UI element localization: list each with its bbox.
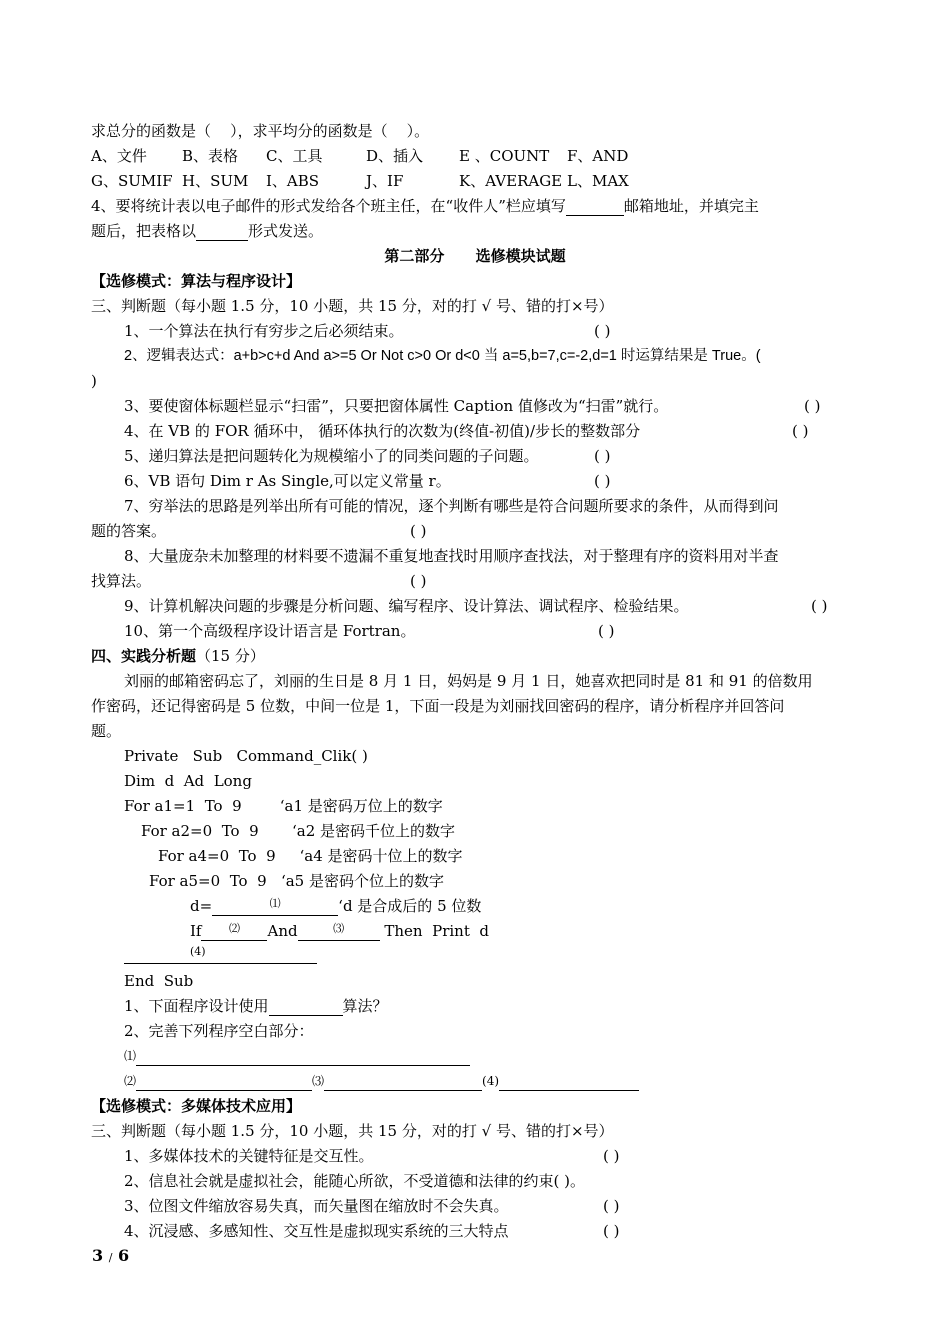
code-line: If ⑵ And ⑶ Then Print d	[190, 922, 489, 940]
answer-paren[interactable]: ( )	[603, 1147, 620, 1165]
judge-item: 6、VB 语句 Dim r As Single,可以定义常量 r。	[124, 472, 451, 490]
practice-text: 刘丽的邮箱密码忘了，刘丽的生日是 8 月 1 日，妈妈是 9 月 1 日，她喜欢把同时是 81 和 91 的倍数用	[124, 672, 813, 690]
sub-question: 2、完善下列程序空白部分：	[124, 1022, 314, 1040]
code-line: Dim d Ad Long	[124, 772, 252, 790]
code-line: For a1=1 To 9 ‘a1 是密码万位上的数字	[124, 797, 443, 815]
code-line	[124, 944, 317, 964]
option: G、SUMIF	[91, 172, 173, 190]
section-title: 三、判断题（每小题 1.5 分，10 小题，共 15 分，对的打 √ 号、错的打×号）	[91, 297, 614, 315]
option: F、AND	[567, 147, 629, 165]
answer-paren[interactable]: ( )	[553, 1172, 571, 1190]
question-text: 求总分的函数是（ ），求平均分的函数是（ ）。	[91, 122, 430, 140]
answer-paren[interactable]: ( )	[804, 397, 821, 415]
judge-item: 3、位图文件缩放容易失真，而矢量图在缩放时不会失真。	[124, 1197, 509, 1215]
judge-item: 5、递归算法是把问题转化为规模缩小了的同类问题的子问题。	[124, 447, 539, 465]
answer-paren[interactable]: ( )	[603, 1222, 620, 1240]
judge-item-cont: )	[91, 372, 97, 390]
practice-text: 题。	[91, 722, 122, 740]
option: L、MAX	[567, 172, 629, 190]
answer-blank[interactable]	[136, 1072, 312, 1091]
answer-blank[interactable]	[196, 222, 248, 241]
answer-paren[interactable]: ( )	[603, 1197, 620, 1215]
option: I、ABS	[266, 172, 320, 190]
answer-blank[interactable]	[136, 1047, 470, 1066]
code-line: For a4=0 To 9 ‘a4 是密码十位上的数字	[158, 847, 463, 865]
question-text: 题后，把表格以 形式发送。	[91, 222, 324, 240]
code-line: For a5=0 To 9 ‘a5 是密码个位上的数字	[149, 872, 444, 890]
code-line: d= ⑴ ‘d 是合成后的 5 位数	[190, 897, 482, 915]
option: H、SUM	[182, 172, 249, 190]
page-number: 3 / 6	[92, 1246, 130, 1265]
section-title: 三、判断题（每小题 1.5 分，10 小题，共 15 分，对的打 √ 号、错的打×号）	[91, 1122, 614, 1140]
judge-item: 4、沉浸感、多感知性、交互性是虚拟现实系统的三大特点	[124, 1222, 509, 1240]
question-text: 4、要将统计表以电子邮件的形式发给各个班主任，在“收件人”栏应填写 邮箱地址，并填完主	[91, 197, 759, 215]
practice-text: 作密码，还记得密码是 5 位数，中间一位是 1，下面一段是为刘丽找回密码的程序，请分析程序并回答问	[91, 697, 785, 715]
answer-paren[interactable]: ( )	[594, 472, 611, 490]
option: C、工具	[266, 147, 323, 165]
code-blank-1[interactable]: ⑴	[212, 897, 338, 916]
answer-blank[interactable]	[566, 197, 624, 216]
answer-blank[interactable]	[324, 1072, 482, 1091]
judge-item-cont: 题的答案。	[91, 522, 167, 540]
elective-mode-heading: 【选修模式：多媒体技术应用】	[91, 1097, 302, 1115]
option: B、表格	[182, 147, 239, 165]
code-line: For a2=0 To 9 ‘a2 是密码千位上的数字	[141, 822, 456, 840]
option: E 、COUNT	[459, 147, 550, 165]
code-blank-2[interactable]: ⑵	[201, 922, 267, 941]
answer-blank[interactable]	[269, 997, 343, 1016]
answer-paren[interactable]: ( )	[594, 322, 611, 340]
judge-item: 4、在 VB 的 FOR 循环中， 循环体执行的次数为(终值-初值)/步长的整数部分	[124, 422, 641, 440]
option: J、IF	[366, 172, 404, 190]
answer-paren[interactable]: ( )	[410, 522, 427, 540]
answer-paren[interactable]: ( )	[811, 597, 828, 615]
judge-item-cont: 找算法。	[91, 572, 152, 590]
answer-paren[interactable]: ( )	[792, 422, 809, 440]
judge-item: 10、第一个高级程序设计语言是 Fortran。	[124, 622, 416, 640]
answer-blank[interactable]	[499, 1072, 639, 1091]
judge-item: 7、穷举法的思路是列举出所有可能的情况，逐个判断有哪些是符合问题所要求的条件，从而得到问	[124, 497, 779, 515]
option: K、AVERAGE	[459, 172, 563, 190]
code-line: End Sub	[124, 972, 194, 990]
answer-paren[interactable]: ( )	[410, 572, 427, 590]
code-blank-4[interactable]: (4)	[124, 945, 317, 964]
option: D、插入	[366, 147, 424, 165]
section-title: 四、实践分析题（15 分）	[91, 647, 265, 665]
judge-item: 2、逻辑表达式：a+b>c+d And a>=5 Or Not c>0 Or d<0 当 a=5,b=7,c=-2,d=1 时运算结果是 True。(	[124, 348, 761, 364]
judge-item: 9、计算机解决问题的步骤是分析问题、编写程序、设计算法、调试程序、检验结果。	[124, 597, 689, 615]
answer-line: ⑴	[124, 1046, 470, 1066]
elective-mode-heading: 【选修模式：算法与程序设计】	[91, 272, 302, 290]
code-line: Private Sub Command_Clik( )	[124, 747, 368, 765]
code-blank-3[interactable]: ⑶	[298, 922, 380, 941]
option: A、文件	[91, 147, 147, 165]
answer-paren[interactable]: ( )	[598, 622, 615, 640]
answer-line: ⑵ ⑶ (4)	[124, 1071, 639, 1091]
judge-item: 1、一个算法在执行有穷步之后必须结束。	[124, 322, 404, 340]
answer-paren[interactable]: ( )	[594, 447, 611, 465]
part-heading: 第二部分 选修模块试题	[384, 247, 566, 265]
judge-item: 2、信息社会就是虚拟社会，能随心所欲，不受道德和法律的约束( )。	[124, 1172, 586, 1190]
judge-item: 1、多媒体技术的关键特征是交互性。	[124, 1147, 374, 1165]
judge-item: 3、要使窗体标题栏显示“扫雷”，只要把窗体属性 Caption 值修改为“扫雷”就行。	[124, 397, 669, 415]
sub-question: 1、下面程序设计使用 算法？	[124, 997, 388, 1015]
judge-item: 8、大量庞杂未加整理的材料要不遗漏不重复地查找时用顺序查找法，对于整理有序的资料用对半查	[124, 547, 779, 565]
